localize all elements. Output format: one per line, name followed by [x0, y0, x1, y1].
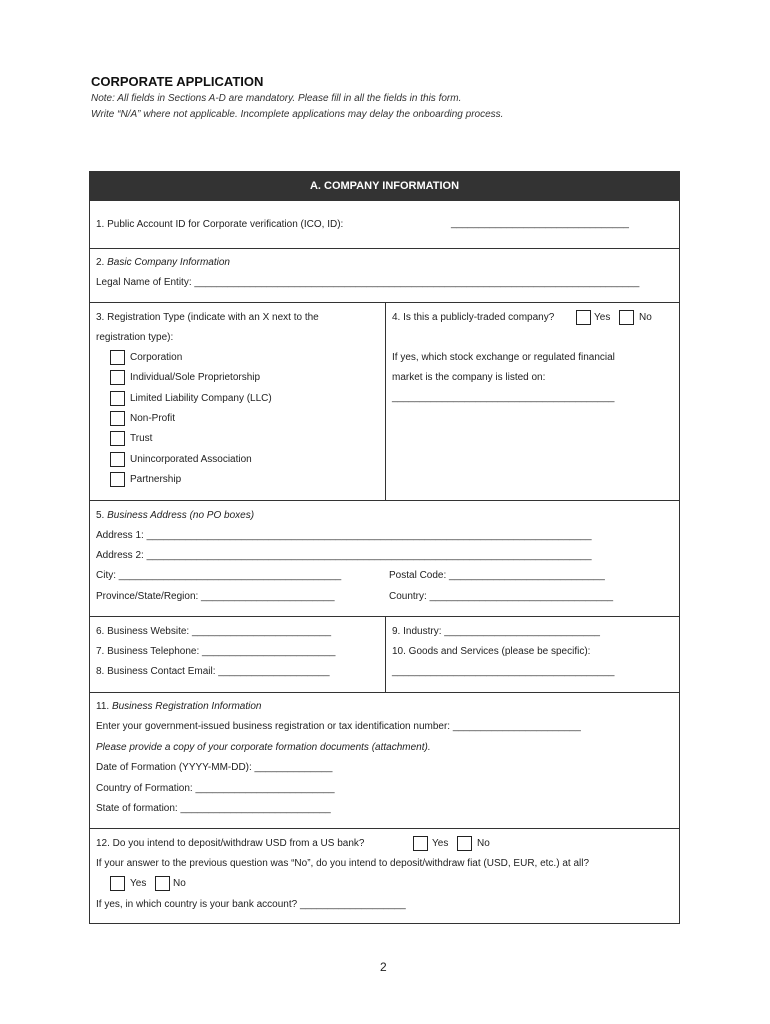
publicly-traded-yes-label: Yes: [594, 312, 611, 323]
publicly-traded-no-checkbox[interactable]: [619, 310, 634, 325]
business-telephone-field[interactable]: 7. Business Telephone: ________________________: [96, 646, 336, 657]
usd-us-bank-yes-label: Yes: [432, 838, 449, 849]
city-field[interactable]: City: ________________________________________: [96, 570, 342, 581]
non-profit-checkbox[interactable]: [110, 411, 125, 426]
company-information-form: [89, 171, 680, 924]
sole-proprietorship-label: Individual/Sole Proprietorship: [130, 372, 261, 383]
column-divider: [385, 616, 386, 692]
province-field[interactable]: Province/State/Region: ________________________: [96, 591, 335, 602]
registration-type-label: 3. Registration Type (indicate with an X next to the: [96, 312, 319, 323]
stock-exchange-field[interactable]: ________________________________________: [392, 392, 615, 403]
goods-services-field[interactable]: ________________________________________: [392, 666, 615, 677]
business-address-heading: [96, 510, 254, 521]
usd-us-bank-no-checkbox[interactable]: [457, 836, 472, 851]
non-profit-label: Non-Profit: [130, 413, 176, 424]
column-divider: [385, 302, 386, 500]
sole-proprietorship-checkbox[interactable]: [110, 370, 125, 385]
country-of-formation-field[interactable]: Country of Formation: _________________________: [96, 783, 335, 794]
business-website-field[interactable]: 6. Business Website: _________________________: [96, 626, 332, 637]
fiat-deposit-label: If your answer to the previous question was “No”, do you intend to deposit/withdraw fiat (USD, EUR, etc.) at all?: [96, 858, 590, 869]
trust-label: Trust: [130, 433, 153, 444]
goods-services-label: 10. Goods and Services (please be specific):: [392, 646, 591, 657]
usd-us-bank-label: 12. Do you intend to deposit/withdraw USD from a US bank?: [96, 838, 365, 849]
basic-company-info-heading: [96, 257, 230, 268]
formation-documents-note: Please provide a copy of your corporate formation documents (attachment).: [96, 742, 431, 753]
page-number: 2: [380, 960, 387, 974]
divider: [90, 248, 679, 249]
heading-number: 11.: [96, 701, 112, 712]
partnership-label: Partnership: [130, 474, 182, 485]
corporation-label: Corporation: [130, 352, 183, 363]
divider: [90, 500, 679, 501]
usd-us-bank-yes-checkbox[interactable]: [413, 836, 428, 851]
heading-text: Basic Company Information: [107, 257, 230, 268]
unincorporated-association-checkbox[interactable]: [110, 452, 125, 467]
registration-type-label-cont: registration type):: [96, 332, 174, 343]
date-of-formation-field[interactable]: Date of Formation (YYYY-MM-DD): ______________: [96, 762, 333, 773]
fiat-deposit-yes-checkbox[interactable]: [110, 876, 125, 891]
form-note-line-1: Note: All fields in Sections A-D are mandatory. Please fill in all the fields in this form.: [91, 93, 462, 104]
state-of-formation-field[interactable]: State of formation: ___________________________: [96, 803, 331, 814]
address-1-field[interactable]: Address 1: ________________________________________________________________________________: [96, 530, 592, 541]
heading-text: Business Registration Information: [111, 701, 262, 712]
legal-name-field[interactable]: Legal Name of Entity: ________________________________________________________________________________: [96, 277, 640, 288]
divider: [90, 828, 679, 829]
business-registration-heading: [96, 701, 261, 712]
fiat-deposit-no-label: No: [173, 878, 186, 889]
heading-number: 2.: [96, 257, 108, 268]
country-field[interactable]: Country: _________________________________: [389, 591, 614, 602]
partnership-checkbox[interactable]: [110, 472, 125, 487]
trust-checkbox[interactable]: [110, 431, 125, 446]
registration-number-field[interactable]: Enter your government-issued business registration or tax identification number: _______________________: [96, 721, 581, 732]
section-a-header: A. COMPANY INFORMATION: [90, 172, 679, 201]
business-email-field[interactable]: 8. Business Contact Email: ____________________: [96, 666, 330, 677]
corporation-checkbox[interactable]: [110, 350, 125, 365]
heading-text: Business Address (no PO boxes): [107, 510, 255, 521]
divider: [90, 692, 679, 693]
postal-code-field[interactable]: Postal Code: ____________________________: [389, 570, 605, 581]
llc-checkbox[interactable]: [110, 391, 125, 406]
llc-label: Limited Liability Company (LLC): [130, 393, 272, 404]
fiat-deposit-no-checkbox[interactable]: [155, 876, 170, 891]
public-account-id-field[interactable]: ________________________________: [451, 218, 629, 229]
usd-us-bank-no-label: No: [477, 838, 490, 849]
address-2-field[interactable]: Address 2: ________________________________________________________________________________: [96, 550, 592, 561]
stock-exchange-label: If yes, which stock exchange or regulated financial: [392, 352, 615, 363]
heading-number: 5.: [96, 510, 108, 521]
publicly-traded-label: 4. Is this a publicly-traded company?: [392, 312, 555, 323]
form-title: CORPORATE APPLICATION: [91, 74, 264, 89]
publicly-traded-yes-checkbox[interactable]: [576, 310, 591, 325]
publicly-traded-no-label: No: [639, 312, 652, 323]
industry-field[interactable]: 9. Industry: ____________________________: [392, 626, 600, 637]
fiat-deposit-yes-label: Yes: [130, 878, 147, 889]
stock-exchange-label-cont: market is the company is listed on:: [392, 372, 546, 383]
public-account-id-label: 1. Public Account ID for Corporate verification (ICO, ID):: [96, 219, 344, 230]
bank-country-field[interactable]: If yes, in which country is your bank account? ___________________: [96, 899, 406, 910]
form-note-line-2: Write “N/A” where not applicable. Incomplete applications may delay the onboarding process.: [91, 109, 504, 120]
unincorporated-association-label: Unincorporated Association: [130, 454, 252, 465]
